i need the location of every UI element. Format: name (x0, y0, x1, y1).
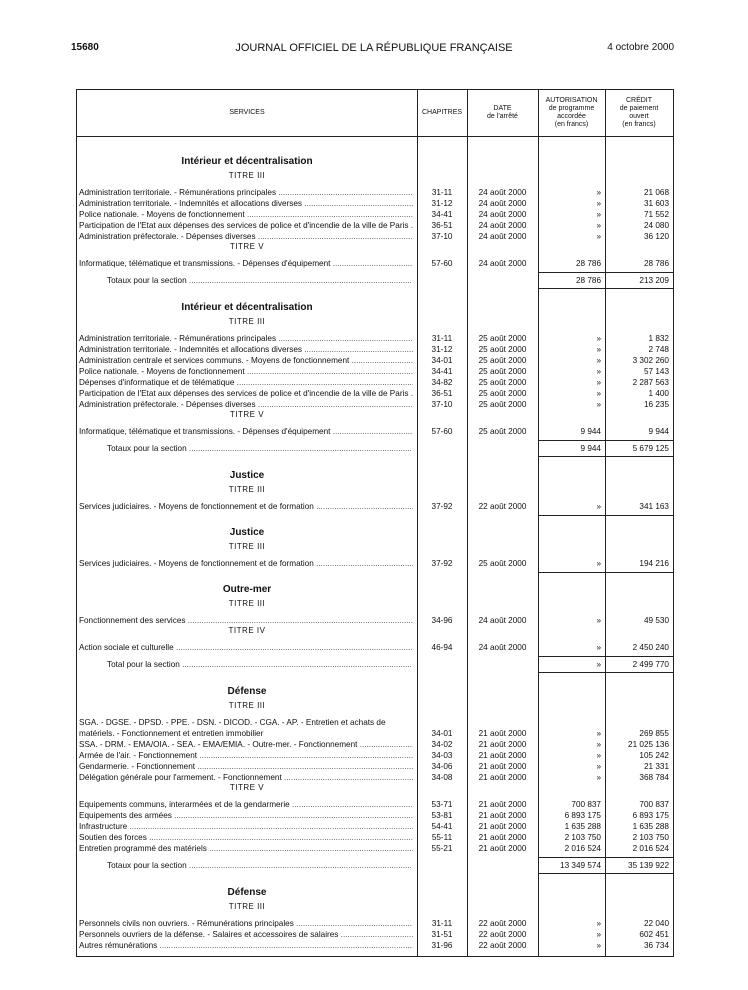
total-rule (538, 456, 673, 457)
credit-cell: 57 143 (643, 367, 669, 376)
credit-cell: 602 451 (639, 930, 669, 939)
total-row (77, 860, 673, 871)
table-row (77, 761, 673, 772)
autorisation-cell: 9 944 (580, 444, 601, 453)
chapter-cell: 36-51 (431, 389, 453, 398)
appropriations-table (76, 89, 674, 957)
credit-cell: 35 139 922 (628, 861, 669, 870)
credit-cell: 1 400 (648, 389, 669, 398)
chapter-cell: 37-10 (431, 400, 453, 409)
date-cell: 25 août 2000 (478, 559, 527, 568)
autorisation-cell: 13 349 574 (560, 861, 601, 870)
service-cell: Dépenses d'informatique et de télématique ..... (79, 377, 413, 388)
chapter-cell: 34-01 (431, 729, 453, 738)
credit-cell: 24 080 (643, 221, 669, 230)
date-cell: 24 août 2000 (478, 199, 527, 208)
autorisation-cell: » (596, 941, 601, 950)
autorisation-cell: 9 944 (580, 427, 601, 436)
credit-cell: 105 242 (639, 751, 669, 760)
chapter-cell: 37-92 (431, 502, 453, 511)
chapter-cell: 34-41 (431, 210, 453, 219)
autorisation-cell: » (596, 334, 601, 343)
date-cell: 22 août 2000 (478, 941, 527, 950)
credit-cell: 2 748 (648, 345, 669, 354)
chapter-cell: 31-12 (431, 199, 453, 208)
autorisation-cell: » (596, 643, 601, 652)
credit-cell: 5 679 125 (632, 444, 669, 453)
date-cell: 24 août 2000 (478, 259, 527, 268)
service-cell: Administration territoriale. - Rémunérations principales ..... (79, 333, 413, 344)
chapter-cell: 53-81 (431, 811, 453, 820)
service-cell: Administration préfectorale. - Dépenses diverses ..... (79, 399, 413, 410)
credit-cell: 22 040 (643, 919, 669, 928)
autorisation-cell: » (596, 221, 601, 230)
table-row (77, 558, 673, 569)
date-cell: 21 août 2000 (478, 822, 527, 831)
col-header-credit: CRÉDIT de paiement ouvert (en francs) (619, 96, 659, 129)
service-cell: Informatique, télématique et transmissions. - Dépenses d'équipement ..... (79, 258, 413, 269)
autorisation-cell: 2 016 524 (564, 844, 601, 853)
credit-cell: 31 603 (643, 199, 669, 208)
service-cell: Services judiciaires. - Moyens de fonctionnement et de formation ..... (79, 501, 413, 512)
service-cell: Autres rémunérations ..... (79, 940, 413, 951)
credit-cell: 21 331 (643, 762, 669, 771)
table-row (77, 344, 673, 355)
total-rule (538, 288, 673, 289)
table-row (77, 642, 673, 653)
autorisation-cell: » (596, 559, 601, 568)
service-cell: Police nationale. - Moyens de fonctionnement ..... (79, 366, 413, 377)
credit-cell: 368 784 (639, 773, 669, 782)
chapter-cell: 55-21 (431, 844, 453, 853)
service-cell: Police nationale. - Moyens de fonctionnement ..... (79, 209, 413, 220)
table-row (77, 918, 673, 929)
autorisation-cell: » (596, 199, 601, 208)
table-row (77, 739, 673, 750)
date-cell: 21 août 2000 (478, 833, 527, 842)
service-cell: Totaux pour la section ..... (107, 443, 411, 454)
service-cell: Totaux pour la section ..... (107, 860, 411, 871)
credit-cell: 1 832 (648, 334, 669, 343)
date-cell: 25 août 2000 (478, 427, 527, 436)
service-cell: Totaux pour la section ..... (107, 275, 411, 286)
service-cell: Fonctionnement des services ..... (79, 615, 413, 626)
total-row (77, 275, 673, 286)
col-header-chapitres: CHAPITRES (421, 108, 463, 116)
service-cell: Infrastructure ..... (79, 821, 413, 832)
credit-cell: 16 235 (643, 400, 669, 409)
date-cell: 21 août 2000 (478, 811, 527, 820)
table-row (77, 187, 673, 198)
subtotal-rule (538, 272, 673, 273)
service-cell: SGA. - DGSE. - DPSD. - PPE. - DSN. - DICOD. - CGA. - AP. - Entretien et achats de matériels. - Fonctionnement et entretien immobilier (79, 718, 386, 738)
table-row (77, 772, 673, 783)
autorisation-cell: » (596, 502, 601, 511)
subtotal-rule (538, 857, 673, 858)
credit-cell: 194 216 (639, 559, 669, 568)
autorisation-cell: » (596, 930, 601, 939)
service-cell: Administration territoriale. - Indemnités et allocations diverses ..... (79, 198, 413, 209)
service-cell: Action sociale et culturelle ..... (79, 642, 413, 653)
chapter-cell: 34-06 (431, 762, 453, 771)
chapter-cell: 34-03 (431, 751, 453, 760)
chapter-cell: 34-08 (431, 773, 453, 782)
service-cell: Equipements des armées ..... (79, 810, 413, 821)
table-row (77, 501, 673, 512)
chapter-cell: 57-60 (431, 259, 453, 268)
autorisation-cell: 28 786 (575, 259, 601, 268)
credit-cell: 9 944 (648, 427, 669, 436)
chapter-cell: 34-02 (431, 740, 453, 749)
autorisation-cell: » (596, 378, 601, 387)
chapter-cell: 31-12 (431, 345, 453, 354)
chapter-cell: 31-96 (431, 941, 453, 950)
issue-date: 4 octobre 2000 (607, 42, 674, 53)
table-row (77, 810, 673, 821)
service-cell: Personnels civils non ouvriers. - Rémunérations principales ..... (79, 918, 413, 929)
service-cell: Administration préfectorale. - Dépenses diverses ..... (79, 231, 413, 242)
section-heading: Défense (227, 686, 267, 697)
section-heading: Intérieur et décentralisation (181, 302, 313, 313)
total-row (77, 443, 673, 454)
date-cell: 21 août 2000 (478, 729, 527, 738)
section-heading: Intérieur et décentralisation (181, 156, 313, 167)
credit-cell: 341 163 (639, 502, 669, 511)
section-heading: Outre-mer (222, 584, 272, 595)
credit-cell: 2 499 770 (632, 660, 669, 669)
table-row (77, 799, 673, 810)
chapter-cell: 57-60 (431, 427, 453, 436)
table-row (77, 615, 673, 626)
service-cell: Participation de l'Etat aux dépenses des services de police et d'incendie de la ville de Paris ..... (79, 388, 413, 399)
chapter-cell: 37-92 (431, 559, 453, 568)
date-cell: 24 août 2000 (478, 188, 527, 197)
chapter-cell: 31-11 (431, 334, 453, 343)
journal-title: JOURNAL OFFICIEL DE LA RÉPUBLIQUE FRANÇAISE (235, 42, 513, 54)
service-cell: Informatique, télématique et transmissions. - Dépenses d'équipement ..... (79, 426, 413, 437)
credit-cell: 49 530 (643, 616, 669, 625)
total-rule (538, 672, 673, 673)
subtotal-rule (538, 440, 673, 441)
total-row (77, 659, 673, 670)
autorisation-cell: » (596, 367, 601, 376)
section-heading: Justice (229, 527, 265, 538)
titre-heading: TITRE V (229, 783, 265, 792)
date-cell: 22 août 2000 (478, 502, 527, 511)
date-cell: 25 août 2000 (478, 378, 527, 387)
chapter-cell: 34-96 (431, 616, 453, 625)
date-cell: 25 août 2000 (478, 389, 527, 398)
table-row (77, 821, 673, 832)
table-row (77, 355, 673, 366)
autorisation-cell: » (596, 729, 601, 738)
date-cell: 25 août 2000 (478, 367, 527, 376)
autorisation-cell: » (596, 919, 601, 928)
credit-cell: 71 552 (643, 210, 669, 219)
chapter-cell: 53-71 (431, 800, 453, 809)
section-heading: Justice (229, 470, 265, 481)
date-cell: 24 août 2000 (478, 616, 527, 625)
autorisation-cell: 6 893 175 (564, 811, 601, 820)
service-cell: Personnels ouvriers de la défense. - Salaires et accessoires de salaires ..... (79, 929, 413, 940)
autorisation-cell: » (596, 660, 601, 669)
autorisation-cell: 2 103 750 (564, 833, 601, 842)
chapter-cell: 36-51 (431, 221, 453, 230)
date-cell: 21 août 2000 (478, 751, 527, 760)
titre-heading: TITRE V (229, 242, 265, 251)
titre-heading: TITRE III (228, 902, 266, 911)
titre-heading: TITRE III (228, 542, 266, 551)
subtotal-rule (538, 572, 673, 573)
date-cell: 25 août 2000 (478, 345, 527, 354)
titre-heading: TITRE III (228, 485, 266, 494)
autorisation-cell: » (596, 356, 601, 365)
col-header-autorisation: AUTORISATION de programme accordée (en francs) (545, 96, 598, 129)
chapter-cell: 37-10 (431, 232, 453, 241)
table-row (77, 209, 673, 220)
autorisation-cell: » (596, 188, 601, 197)
autorisation-cell: » (596, 400, 601, 409)
table-row (77, 399, 673, 410)
autorisation-cell: » (596, 210, 601, 219)
chapter-cell: 34-82 (431, 378, 453, 387)
table-row (77, 843, 673, 854)
autorisation-cell: » (596, 232, 601, 241)
credit-cell: 2 287 563 (632, 378, 669, 387)
table-row (77, 832, 673, 843)
table-row (77, 377, 673, 388)
chapter-cell: 55-11 (431, 833, 453, 842)
date-cell: 25 août 2000 (478, 400, 527, 409)
chapter-cell: 34-41 (431, 367, 453, 376)
chapter-cell: 31-11 (431, 188, 453, 197)
credit-cell: 213 209 (639, 276, 669, 285)
date-cell: 21 août 2000 (478, 762, 527, 771)
table-row (77, 388, 673, 399)
table-row (77, 198, 673, 209)
table-row (77, 929, 673, 940)
autorisation-cell: » (596, 762, 601, 771)
credit-cell: 3 302 260 (632, 356, 669, 365)
credit-cell: 700 837 (639, 800, 669, 809)
service-cell: Services judiciaires. - Moyens de fonctionnement et de formation ..... (79, 558, 413, 569)
service-cell: Délégation générale pour l'armement. - Fonctionnement ..... (79, 772, 413, 783)
table-row (77, 426, 673, 437)
credit-cell: 21 025 136 (628, 740, 669, 749)
subtotal-rule (538, 515, 673, 516)
table-row (77, 333, 673, 344)
service-cell: SSA. - DRM. - EMA/OIA. - SEA. - EMA/EMIA. - Outre-mer. - Fonctionnement ..... (79, 739, 413, 750)
subtotal-rule (538, 656, 673, 657)
date-cell: 22 août 2000 (478, 930, 527, 939)
date-cell: 25 août 2000 (478, 356, 527, 365)
table-row (77, 940, 673, 951)
credit-cell: 36 734 (643, 941, 669, 950)
header-divider (77, 136, 673, 137)
chapter-cell: 54-41 (431, 822, 453, 831)
credit-cell: 36 120 (643, 232, 669, 241)
date-cell: 25 août 2000 (478, 334, 527, 343)
date-cell: 21 août 2000 (478, 773, 527, 782)
table-row (77, 366, 673, 377)
date-cell: 22 août 2000 (478, 919, 527, 928)
autorisation-cell: 28 786 (575, 276, 601, 285)
titre-heading: TITRE III (228, 599, 266, 608)
chapter-cell: 34-01 (431, 356, 453, 365)
date-cell: 21 août 2000 (478, 800, 527, 809)
chapter-cell: 31-51 (431, 930, 453, 939)
titre-heading: TITRE III (228, 701, 266, 710)
date-cell: 24 août 2000 (478, 210, 527, 219)
autorisation-cell: 1 635 288 (564, 822, 601, 831)
credit-cell: 1 635 288 (632, 822, 669, 831)
col-header-services: SERVICES (229, 108, 265, 116)
service-cell: Administration territoriale. - Indemnités et allocations diverses ..... (79, 344, 413, 355)
date-cell: 21 août 2000 (478, 844, 527, 853)
service-cell: Armée de l'air. - Fonctionnement ..... (79, 750, 413, 761)
table-row (77, 750, 673, 761)
credit-cell: 2 450 240 (632, 643, 669, 652)
credit-cell: 2 103 750 (632, 833, 669, 842)
service-cell: Total pour la section ..... (107, 659, 411, 670)
autorisation-cell: » (596, 389, 601, 398)
service-cell: Administration territoriale. - Rémunérations principales ..... (79, 187, 413, 198)
autorisation-cell: » (596, 740, 601, 749)
service-cell: Participation de l'Etat aux dépenses des services de police et d'incendie de la ville de Paris ..... (79, 220, 413, 231)
titre-heading: TITRE IV (228, 626, 266, 635)
date-cell: 24 août 2000 (478, 232, 527, 241)
page-number: 15680 (71, 42, 99, 53)
service-cell: Gendarmerie. - Fonctionnement ..... (79, 761, 413, 772)
service-cell: Soutien des forces ..... (79, 832, 413, 843)
autorisation-cell: 700 837 (571, 800, 601, 809)
date-cell: 24 août 2000 (478, 221, 527, 230)
service-cell: Equipements communs, interarmées et de la gendarmerie ..... (79, 799, 413, 810)
service-cell: Administration centrale et services communs. - Moyens de fonctionnement ..... (79, 355, 413, 366)
table-row (77, 231, 673, 242)
credit-cell: 269 855 (639, 729, 669, 738)
credit-cell: 21 068 (643, 188, 669, 197)
autorisation-cell: » (596, 345, 601, 354)
chapter-cell: 46-94 (431, 643, 453, 652)
date-cell: 24 août 2000 (478, 643, 527, 652)
titre-heading: TITRE III (228, 317, 266, 326)
autorisation-cell: » (596, 751, 601, 760)
service-cell: Entretien programmé des matériels ..... (79, 843, 413, 854)
titre-heading: TITRE V (229, 410, 265, 419)
table-row (77, 258, 673, 269)
total-rule (538, 873, 673, 874)
autorisation-cell: » (596, 616, 601, 625)
credit-cell: 6 893 175 (632, 811, 669, 820)
autorisation-cell: » (596, 773, 601, 782)
chapter-cell: 31-11 (431, 919, 453, 928)
table-row (77, 220, 673, 231)
credit-cell: 28 786 (643, 259, 669, 268)
section-heading: Défense (227, 887, 267, 898)
credit-cell: 2 016 524 (632, 844, 669, 853)
date-cell: 21 août 2000 (478, 740, 527, 749)
table-row (77, 718, 673, 739)
col-header-date: DATE de l'arrêté (487, 104, 518, 120)
titre-heading: TITRE III (228, 171, 266, 180)
